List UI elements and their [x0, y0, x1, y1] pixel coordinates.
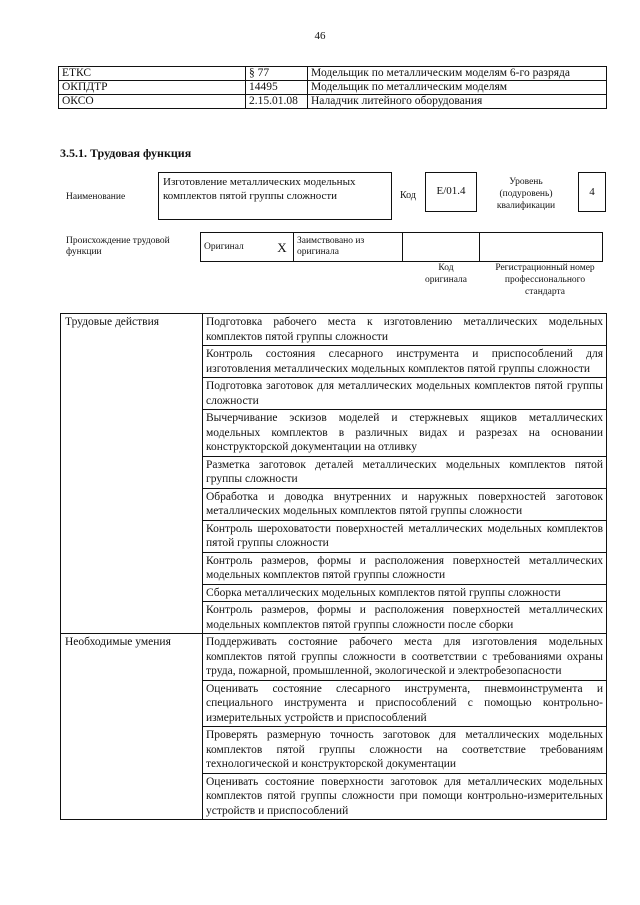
- origin-borrowed-label: Заимствовано из оригинала: [294, 233, 403, 262]
- labor-action: Подготовка рабочего места к изготовлению металлических модельных комплектов пятой группы сложности: [203, 314, 607, 346]
- labor-action: Сборка металлических модельных комплектов пятой группы сложности: [203, 584, 607, 602]
- table-row: [61, 314, 607, 346]
- classifier-code: ОКПДТР: [59, 81, 246, 95]
- origin-table: [200, 232, 603, 262]
- code-label: Код: [400, 190, 416, 201]
- reg-number-label: Регистрационный номер профессионального стандарта: [495, 263, 595, 297]
- function-details-table: [60, 313, 607, 820]
- function-code-value: E/01.4: [425, 172, 477, 212]
- classifier-code: ЕТКС: [59, 67, 246, 81]
- labor-action: Контроль размеров, формы и расположения поверхностей металлических модельных комплектов пятой группы сложности: [203, 552, 607, 584]
- labor-action: Вычерчивание эскизов моделей и стержневых ящиков металлических модельных комплектов в различных видах и разрезах на основании конструкторской документации на отливку: [203, 410, 607, 457]
- name-label: Наименование: [66, 192, 126, 202]
- code-original-label: Код оригинала: [425, 263, 467, 285]
- table-row: [59, 67, 607, 81]
- labor-action: Подготовка заготовок для металлических модельных комплектов пятой группы сложности: [203, 378, 607, 410]
- required-skill: Оценивать состояние слесарного инструмента, пневмоинструмента и специального инструмента и приспособлений с помощью контрольно-измерительных устройств и приспособлений: [203, 680, 607, 727]
- required-skill: Оценивать состояние поверхности заготовок для металлических модельных комплектов пятой группы сложности при помощи контрольно-измерительных устройств и приспособлений: [203, 773, 607, 820]
- labor-action: Обработка и доводка внутренних и наружных поверхностей заготовок металлических модельных комплектов пятой группы сложности: [203, 488, 607, 520]
- function-name-value: Изготовление металлических модельных комплектов пятой группы сложности: [158, 172, 392, 220]
- labor-action: Контроль шероховатости поверхностей металлических модельных комплектов пятой группы сложности: [203, 520, 607, 552]
- required-skill: Проверять размерную точность заготовок для металлических модельных комплектов пятой группы сложности на соответствие требованиям технологической и конструкторской документации: [203, 727, 607, 774]
- classifier-code: ОКСО: [59, 95, 246, 109]
- classifier-name: Модельщик по металлическим моделям 6-го разряда: [308, 67, 607, 81]
- labor-actions-heading: Трудовые действия: [61, 314, 203, 634]
- required-skills-heading: Необходимые умения: [61, 634, 203, 820]
- classifier-number: § 77: [246, 67, 308, 81]
- section-title: 3.5.1. Трудовая функция: [60, 146, 192, 160]
- qualification-level-label: Уровень (подуровень) квалификации: [496, 177, 556, 211]
- page-number: 46: [314, 30, 326, 42]
- reg-number-cell: [480, 233, 603, 262]
- origin-original-label: Оригинал: [201, 233, 272, 262]
- origin-original-mark: X: [271, 233, 294, 262]
- classifier-name: Наладчик литейного оборудования: [308, 95, 607, 109]
- qualification-level-value: 4: [578, 172, 606, 212]
- classifier-table: [58, 66, 607, 109]
- table-row: [201, 233, 603, 262]
- table-row: [59, 81, 607, 95]
- required-skill: Поддерживать состояние рабочего места для изготовления модельных комплектов пятой группы сложности в соответствии с требованиями охраны труда, пожарной, промышленной, экологической и электробезопасности: [203, 634, 607, 681]
- classifier-name: Модельщик по металлическим моделям: [308, 81, 607, 95]
- labor-action: Контроль состояния слесарного инструмента и приспособлений для изготовления металлических модельных комплектов пятой группы сложности: [203, 346, 607, 378]
- labor-action: Разметка заготовок деталей металлических модельных комплектов пятой группы сложности: [203, 456, 607, 488]
- classifier-number: 14495: [246, 81, 308, 95]
- table-row: [61, 634, 607, 681]
- code-original-cell: [403, 233, 480, 262]
- table-row: [59, 95, 607, 109]
- labor-action: Контроль размеров, формы и расположения поверхностей металлических модельных комплектов пятой группы сложности после сборки: [203, 602, 607, 634]
- origin-label: Происхождение трудовой функции: [66, 236, 170, 257]
- classifier-number: 2.15.01.08: [246, 95, 308, 109]
